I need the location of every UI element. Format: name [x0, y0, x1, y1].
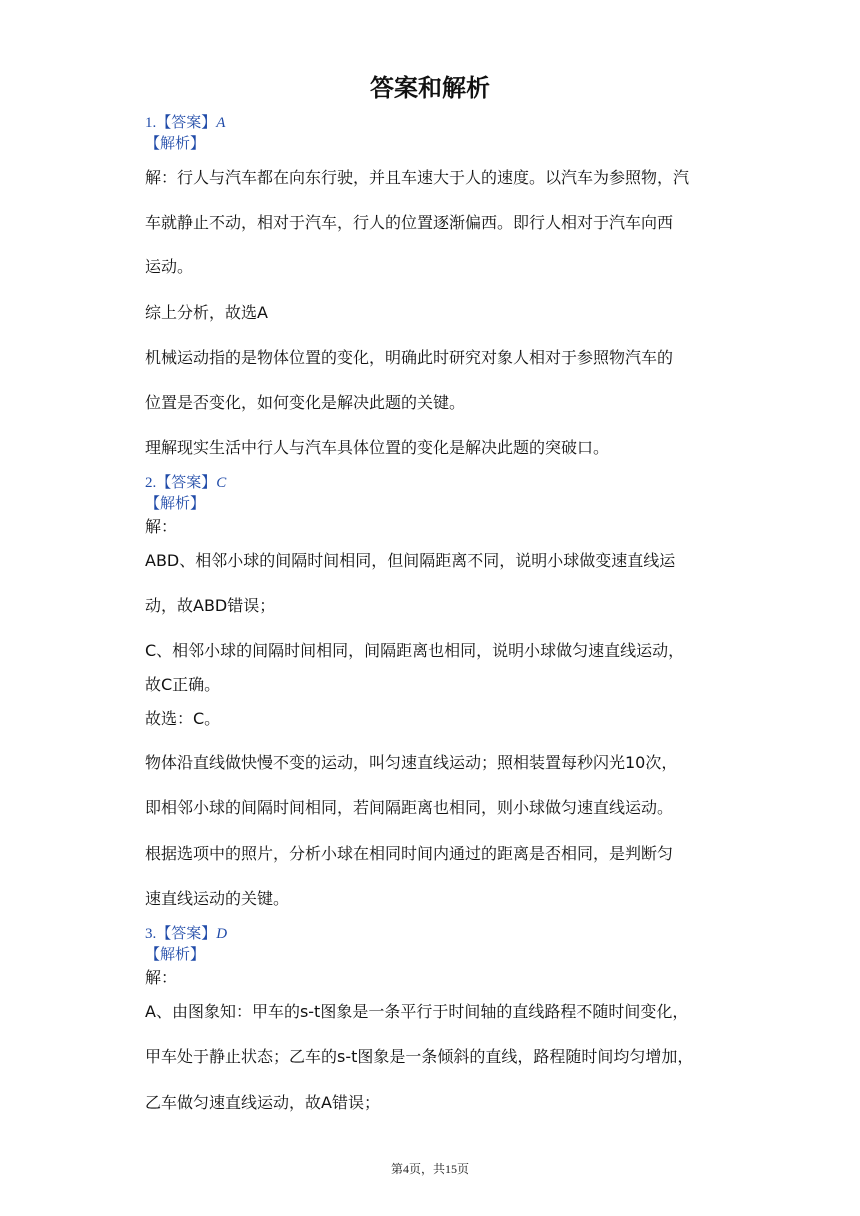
- q3-line: 解：: [145, 968, 178, 987]
- page-title: 答案和解析: [370, 74, 490, 102]
- q3-answer-row: [145, 922, 227, 945]
- q2-line: 动，故ABD错误；: [145, 596, 276, 615]
- q2-line: 根据选项中的照片，分析小球在相同时间内通过的距离是否相同，是判断匀: [145, 844, 674, 863]
- q2-line: 故C正确。: [145, 675, 221, 694]
- q2-line: 即相邻小球的间隔时间相同，若间隔距离也相同，则小球做匀速直线运动。: [145, 798, 674, 817]
- q2-answer-value: C: [216, 475, 227, 491]
- q1-answer-row: [145, 111, 225, 134]
- q1-line: 运动。: [145, 257, 194, 276]
- q1-analysis-label: 【解析】: [145, 136, 206, 152]
- q3-analysis-label: 【解析】: [145, 947, 206, 963]
- q2-analysis-label: 【解析】: [145, 496, 206, 512]
- q1-line: 理解现实生活中行人与汽车具体位置的变化是解决此题的突破口。: [145, 438, 610, 457]
- q2-line: 故选：C。: [145, 709, 221, 728]
- q1-line: 机械运动指的是物体位置的变化，明确此时研究对象人相对于参照物汽车的: [145, 348, 674, 367]
- q1-line: 综上分析，故选A: [145, 303, 268, 322]
- q2-line: ABD、相邻小球的间隔时间相同，但间隔距离不同，说明小球做变速直线运: [145, 551, 676, 570]
- q3-line: 乙车做匀速直线运动，故A错误；: [145, 1093, 380, 1112]
- q2-line: 速直线运动的关键。: [145, 889, 290, 908]
- q3-answer-value: D: [216, 926, 228, 942]
- q3-answer-label: 3.【答案】: [145, 926, 217, 942]
- q1-answer-label: 1.【答案】: [145, 115, 217, 131]
- q1-line: 位置是否变化，如何变化是解决此题的关键。: [145, 393, 466, 412]
- q1-line: 车就静止不动，相对于汽车，行人的位置逐渐偏西。即行人相对于汽车向西: [145, 213, 674, 232]
- q1-line: 解：行人与汽车都在向东行驶，并且车速大于人的速度。以汽车为参照物，汽: [145, 168, 690, 187]
- q3-line: A、由图象知：甲车的s-t图象是一条平行于时间轴的直线路程不随时间变化，: [145, 1002, 689, 1021]
- q2-line: 物体沿直线做快慢不变的运动，叫匀速直线运动；照相装置每秒闪光10次，: [145, 753, 678, 772]
- q3-line: 甲车处于静止状态；乙车的s-t图象是一条倾斜的直线，路程随时间均匀增加，: [145, 1047, 694, 1066]
- q2-line: 解：: [145, 517, 178, 536]
- q2-line: C、相邻小球的间隔时间相同，间隔距离也相同，说明小球做匀速直线运动，: [145, 641, 685, 660]
- page-footer: 第4页，共15页: [390, 1162, 469, 1176]
- q2-answer-label: 2.【答案】: [145, 475, 217, 491]
- q1-answer-value: A: [216, 115, 226, 131]
- q2-answer-row: [145, 471, 226, 494]
